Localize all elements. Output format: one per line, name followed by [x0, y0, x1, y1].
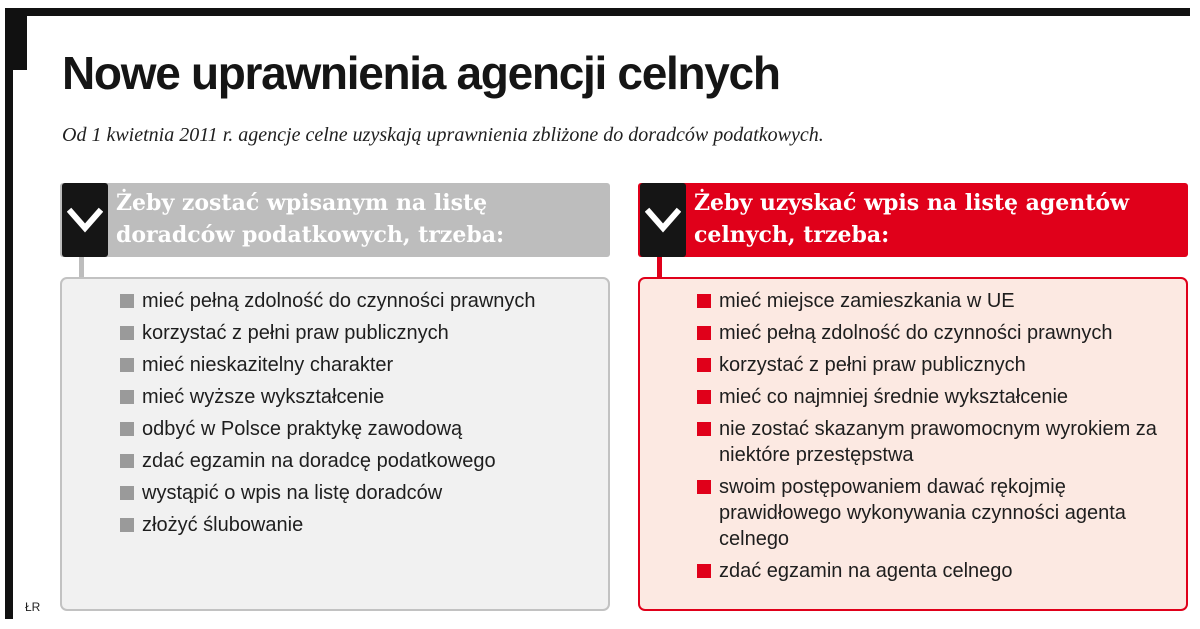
- frame-corner-notch: [5, 8, 80, 16]
- square-bullet: [697, 358, 711, 372]
- requirements-list: [697, 288, 1177, 590]
- list-item-text: złożyć ślubowanie: [142, 514, 304, 536]
- square-bullet: [697, 564, 711, 578]
- author-credit: ŁR: [25, 600, 41, 614]
- square-bullet: [697, 294, 711, 308]
- list-item-text: wystąpić o wpis na listę doradców: [142, 482, 443, 504]
- list-item-text: mieć pełną zdolność do czynności prawnych: [142, 290, 536, 312]
- square-bullet: [120, 454, 134, 468]
- list-item-text: mieć pełną zdolność do czynności prawnych: [719, 322, 1113, 344]
- square-bullet: [120, 294, 134, 308]
- list-item-text: swoim postępowaniem dawać rękojmię prawidłowego wykonywania czynności agenta celnego: [719, 476, 1126, 550]
- list-item: [697, 416, 1177, 468]
- square-bullet: [120, 390, 134, 404]
- checkmark-badge: [640, 183, 686, 257]
- square-bullet: [697, 422, 711, 436]
- square-bullet: [697, 326, 711, 340]
- requirements-box: [60, 277, 610, 611]
- chevron-down-icon: [67, 202, 103, 238]
- list-item-text: korzystać z pełni praw publicznych: [142, 322, 449, 344]
- page-subtitle: Od 1 kwietnia 2011 r. agencje celne uzyskają uprawnienia zbliżone do doradców podatkowych.: [62, 124, 824, 146]
- list-item-text: korzystać z pełni praw publicznych: [719, 354, 1026, 376]
- column-header-text: Żeby zostać wpisanym na listę doradców podatkowych, trzeba:: [116, 190, 505, 248]
- list-item: [120, 320, 590, 346]
- list-item-text: mieć nieskazitelny charakter: [142, 354, 394, 376]
- list-item-text: mieć co najmniej średnie wykształcenie: [719, 386, 1069, 408]
- list-item-text: odbyć w Polsce praktykę zawodową: [142, 418, 463, 440]
- requirements-box: [638, 277, 1188, 611]
- square-bullet: [120, 422, 134, 436]
- frame-top-rule: [5, 8, 1190, 16]
- list-item: [120, 512, 590, 538]
- requirements-list: [120, 288, 590, 544]
- square-bullet: [697, 390, 711, 404]
- frame-corner-block: [13, 16, 27, 70]
- square-bullet: [697, 480, 711, 494]
- column-connector: [79, 257, 84, 277]
- list-item-text: nie zostać skazanym prawomocnym wyrokiem za niektóre przestępstwa: [719, 418, 1157, 466]
- list-item-text: mieć miejsce zamieszkania w UE: [719, 290, 1015, 312]
- checkmark-badge: [62, 183, 108, 257]
- square-bullet: [120, 486, 134, 500]
- square-bullet: [120, 358, 134, 372]
- list-item: [697, 474, 1177, 552]
- column-connector: [657, 257, 662, 277]
- list-item: [120, 384, 590, 410]
- list-item: [120, 448, 590, 474]
- column-header-bar: [638, 183, 1188, 257]
- frame-left-rule: [5, 8, 13, 619]
- page-title: Nowe uprawnienia agencji celnych: [62, 47, 780, 99]
- list-item-text: zdać egzamin na doradcę podatkowego: [142, 450, 496, 472]
- list-item: [120, 352, 590, 378]
- column-header-bar: [60, 183, 610, 257]
- list-item: [120, 480, 590, 506]
- list-item: [697, 352, 1177, 378]
- chevron-down-icon: [645, 202, 681, 238]
- column-header-text: Żeby uzyskać wpis na listę agentów celnych, trzeba:: [694, 190, 1130, 248]
- list-item: [697, 320, 1177, 346]
- square-bullet: [120, 518, 134, 532]
- square-bullet: [120, 326, 134, 340]
- list-item: [697, 288, 1177, 314]
- list-item: [120, 416, 590, 442]
- list-item-text: mieć wyższe wykształcenie: [142, 386, 385, 408]
- list-item: [120, 288, 590, 314]
- list-item-text: zdać egzamin na agenta celnego: [719, 560, 1013, 582]
- list-item: [697, 384, 1177, 410]
- list-item: [697, 558, 1177, 584]
